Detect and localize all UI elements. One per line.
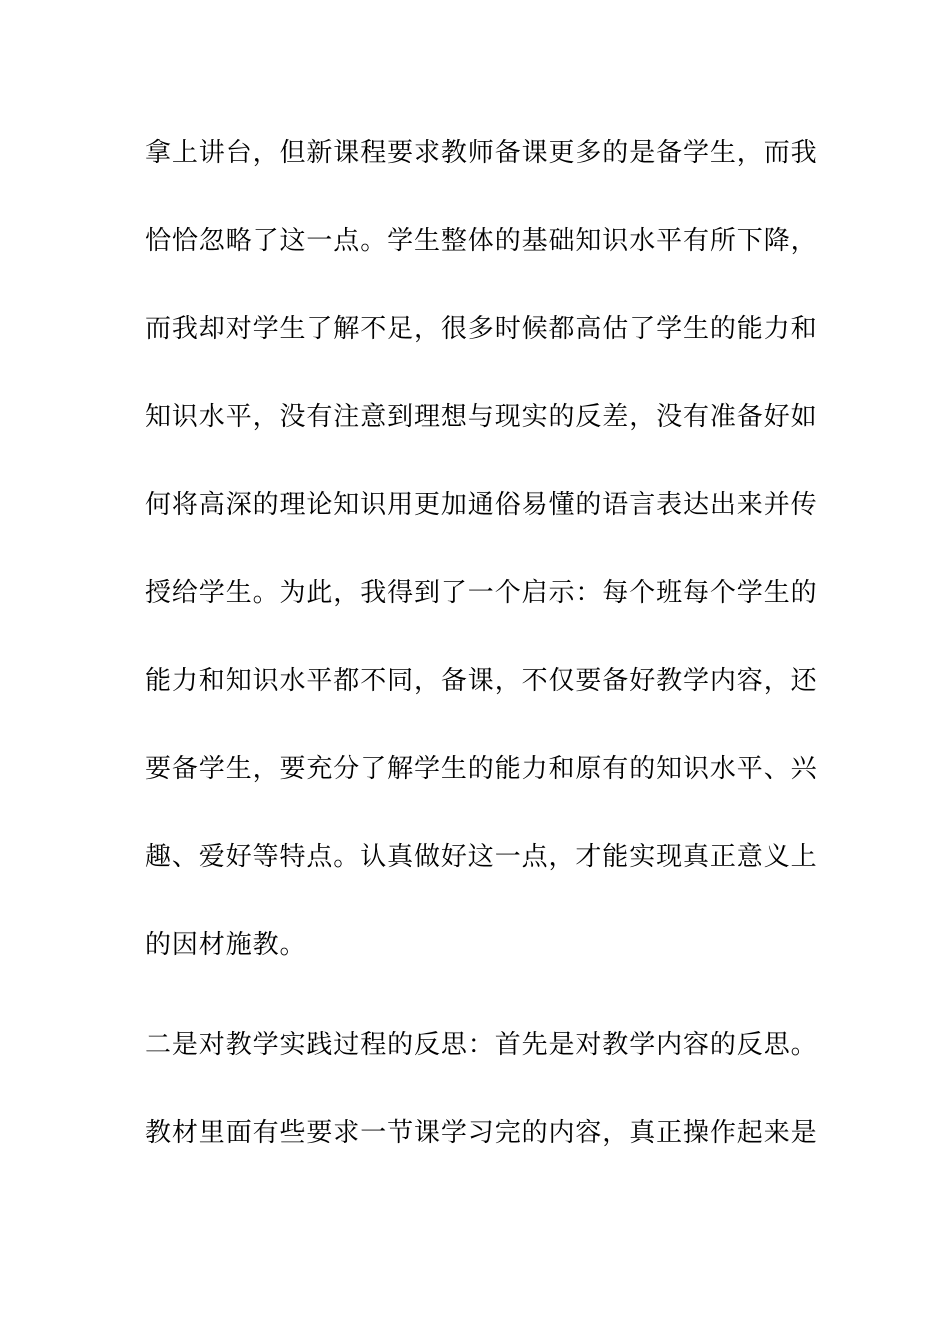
text-line-10: 的因材施教。 bbox=[145, 930, 307, 960]
text-line-3: 而我却对学生了解不足，很多时候都高估了学生的能力和 bbox=[145, 314, 818, 344]
text-line-11: 二是对教学实践过程的反思：首先是对教学内容的反思。 bbox=[145, 1030, 818, 1060]
text-line-2: 恰恰忽略了这一点。学生整体的基础知识水平有所下降， bbox=[145, 226, 818, 256]
text-line-8: 要备学生，要充分了解学生的能力和原有的知识水平、兴 bbox=[145, 754, 818, 784]
text-line-5: 何将高深的理论知识用更加通俗易懂的语言表达出来并传 bbox=[145, 490, 818, 520]
text-line-12: 教材里面有些要求一节课学习完的内容，真正操作起来是 bbox=[145, 1118, 818, 1148]
text-line-7: 能力和知识水平都不同，备课，不仅要备好教学内容，还 bbox=[145, 666, 818, 696]
text-line-1: 拿上讲台，但新课程要求教师备课更多的是备学生，而我 bbox=[145, 138, 818, 168]
text-line-4: 知识水平，没有注意到理想与现实的反差，没有准备好如 bbox=[145, 402, 818, 432]
text-line-9: 趣、爱好等特点。认真做好这一点，才能实现真正意义上 bbox=[145, 842, 818, 872]
text-line-6: 授给学生。为此，我得到了一个启示：每个班每个学生的 bbox=[145, 578, 818, 608]
